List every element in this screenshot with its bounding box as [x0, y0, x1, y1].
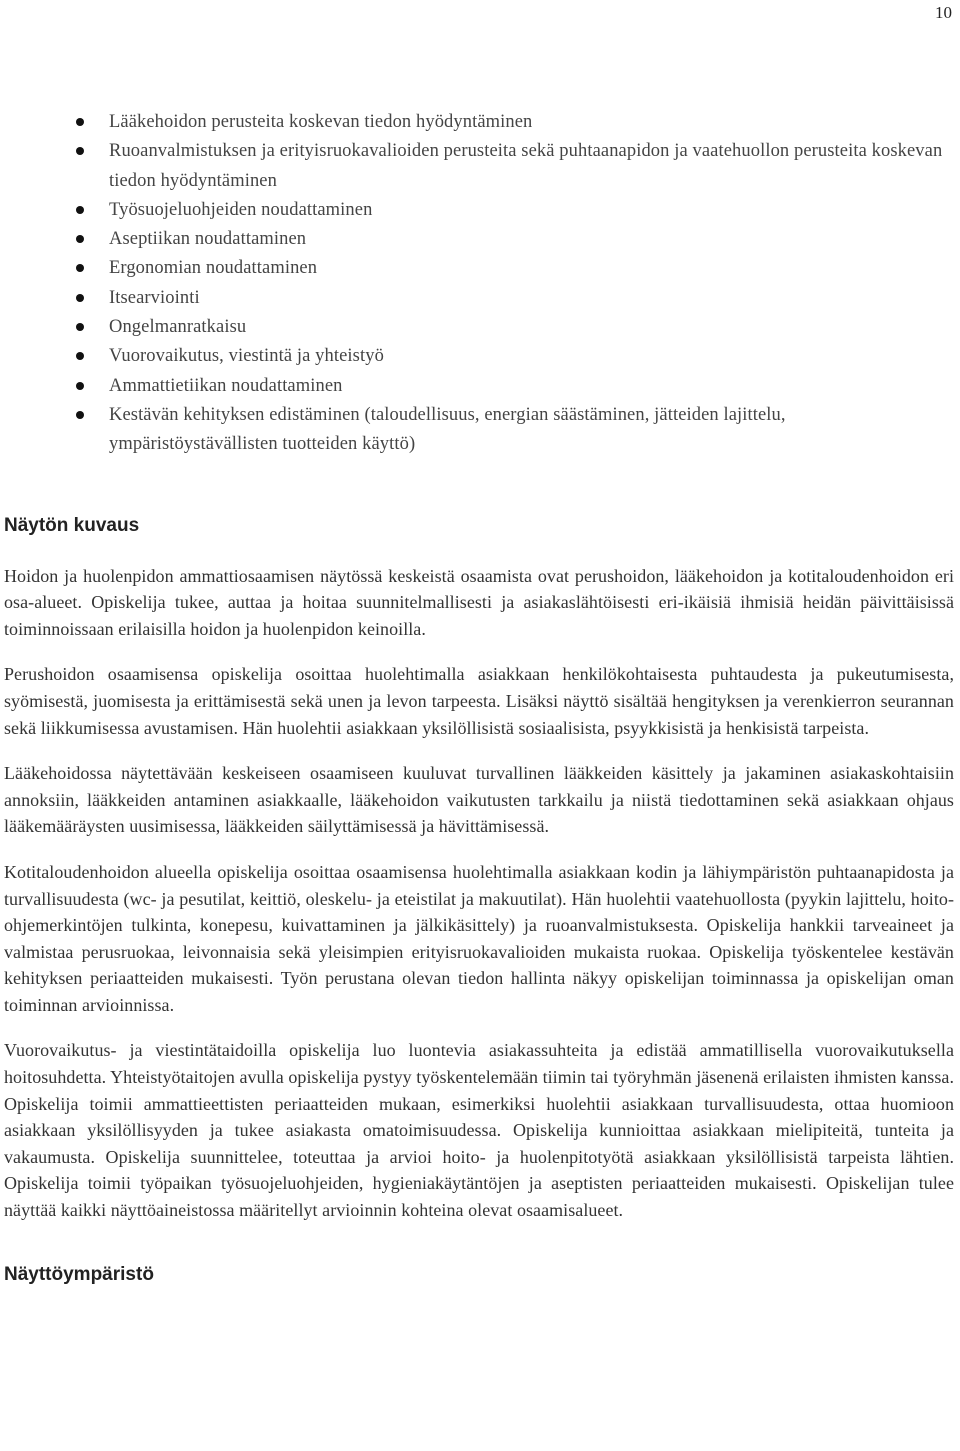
paragraph: Kotitaloudenhoidon alueella opiskelija osoittaa osaamisensa huolehtimalla asiakkaan kodin ja lähiympäristön puhtaanapidosta ja turvallisuudesta (wc- ja pesutilat, keittiö, oleskelu- ja eteistilat ja makuutilat). Hän huolehtii vaatehuollosta (pyykin lajittelu, hoito-ohjemerkintöjen tulkinta, konepesu, kuivattaminen ja jälkikäsittely) ja ruoanvalmistuksesta. Opiskelija hankkii tarveaineet ja valmistaa perusruokaa, leivonnaisia sekä yleisimpien erityisruokavalioiden mukaista ruokaa. Opiskelija työskentelee kestävän kehityksen periaatteiden mukaisesti. Työn perustana olevan tiedon hallinta näkyy opiskelijan toiminnassa ja opiskelijan oman toiminnan arvioinnissa. — [4, 861, 954, 1015]
list-item — [4, 254, 954, 283]
bullet-icon — [76, 382, 84, 390]
list-item-text: Kestävän kehityksen edistäminen (taloudellisuus, energian säästäminen, jätteiden lajittelu, ympäristöystävällisten tuotteiden käyttö) — [109, 404, 786, 455]
list-item-text: Työsuojeluohjeiden noudattaminen — [109, 199, 373, 220]
bullet-icon — [76, 206, 84, 214]
list-item — [4, 137, 954, 196]
paragraph: Perushoidon osaamisensa opiskelija osoittaa huolehtimalla asiakkaan henkilökohtaisesta puhtaudesta ja pukeutumisesta, syömisestä, juomisesta ja erittämisestä sekä unen ja levon tarpeesta. Lisäksi näyttö sisältää hengityksen ja verenkierron seurannan sekä liikkumisessa avustamisen. Hän huolehtii asiakkaan yksilöllisistä sosiaalisista, psyykkisistä ja henkisistä tarpeista. — [4, 664, 954, 738]
paragraph: Vuorovaikutus- ja viestintätaidoilla opiskelija luo luontevia asiakassuhteita ja edistää ammatillisella vuorovaikutuksella hoitosuhdetta. Yhteistyötaitojen avulla opiskelija pystyy työskentelemään tiimin tai työryhmän jäsenenä erilaisten ihmisten kanssa. Opiskelija toimii ammattieettisten periaatteiden mukaan, esimerkiksi huolehtii asiakkaan turvallisuudesta, ottaa huomioon asiakkaan yksilöllisyyden ja tukee asiakasta omatoimisuudessa. Opiskelija kunnioittaa asiakkaan mielipiteitä, tunteita ja vakaumusta. Opiskelija suunnittelee, toteuttaa ja arvioi hoito- ja huolenpitotyötä asiakkaan yksilöllisistä tarpeista lähtien. Opiskelija toimii työpaikan työsuojeluohjeiden, hygieniakäytäntöjen ja aseptisten periaatteiden mukaisesti. Opiskelijan tulee näyttää kaikki näyttöaineistossa määritellyt arvioinnin kohteina olevat osaamisalueet. — [4, 1040, 954, 1221]
paragraph: Hoidon ja huolenpidon ammattiosaamisen näytössä keskeistä osaamista ovat perushoidon, lääkehoidon ja kotitaloudenhoidon eri osa-alueet. Opiskelija tukee, auttaa ja hoitaa suunnitelmallisesti ja asiakaslähtöisesti eri-ikäisiä ihmisiä heidän päivittäisissä toiminnoissaan erilaisilla hoidon ja huolenpidon keinoilla. — [4, 565, 954, 639]
list-item-text: Aseptiikan noudattaminen — [109, 229, 307, 250]
list-item — [4, 108, 954, 137]
list-item-text: Itsearviointi — [109, 287, 200, 308]
list-item-text: Ammattietiikan noudattaminen — [109, 375, 343, 396]
bullet-icon — [76, 147, 84, 155]
list-item — [4, 196, 954, 225]
list-item — [4, 401, 954, 460]
list-item — [4, 372, 954, 401]
list-item — [4, 284, 954, 313]
bullet-icon — [76, 352, 84, 360]
list-item-text: Ergonomian noudattaminen — [109, 258, 318, 279]
page-number: 10 — [935, 3, 952, 22]
paragraph: Lääkehoidossa näytettävään keskeiseen osaamiseen kuuluvat turvallinen lääkkeiden käsittely ja jakaminen asiakaskohtaisiin annoksiin, lääkkeiden antaminen asiakkaalle, lääkehoidon vaikutusten tarkkailu ja niistä tiedottaminen sekä asiakkaan ohjaus lääkemääräysten uusimisessa, lääkkeiden säilyttämisessä ja hävittämisessä. — [4, 763, 954, 837]
bullet-icon — [76, 235, 84, 243]
bullet-icon — [76, 323, 84, 331]
bullet-icon — [76, 264, 84, 272]
document-body — [4, 108, 954, 1286]
bullet-icon — [76, 294, 84, 302]
list-item-text: Ongelmanratkaisu — [109, 317, 247, 338]
bullet-icon — [76, 411, 84, 419]
list-item — [4, 342, 954, 371]
final-heading: Näyttöympäristö — [4, 1263, 154, 1285]
list-item — [4, 313, 954, 342]
list-item-text: Lääkehoidon perusteita koskevan tiedon hyödyntäminen — [109, 112, 533, 132]
competence-list — [4, 108, 954, 460]
list-item-text: Vuorovaikutus, viestintä ja yhteistyö — [109, 346, 384, 367]
bullet-icon — [76, 118, 84, 126]
section-heading: Näytön kuvaus — [4, 514, 140, 536]
list-item-text: Ruoanvalmistuksen ja erityisruokavalioiden perusteita sekä puhtaanapidon ja vaatehuollon perusteita koskevan tiedon hyödyntäminen — [109, 141, 943, 191]
list-item — [4, 225, 954, 254]
